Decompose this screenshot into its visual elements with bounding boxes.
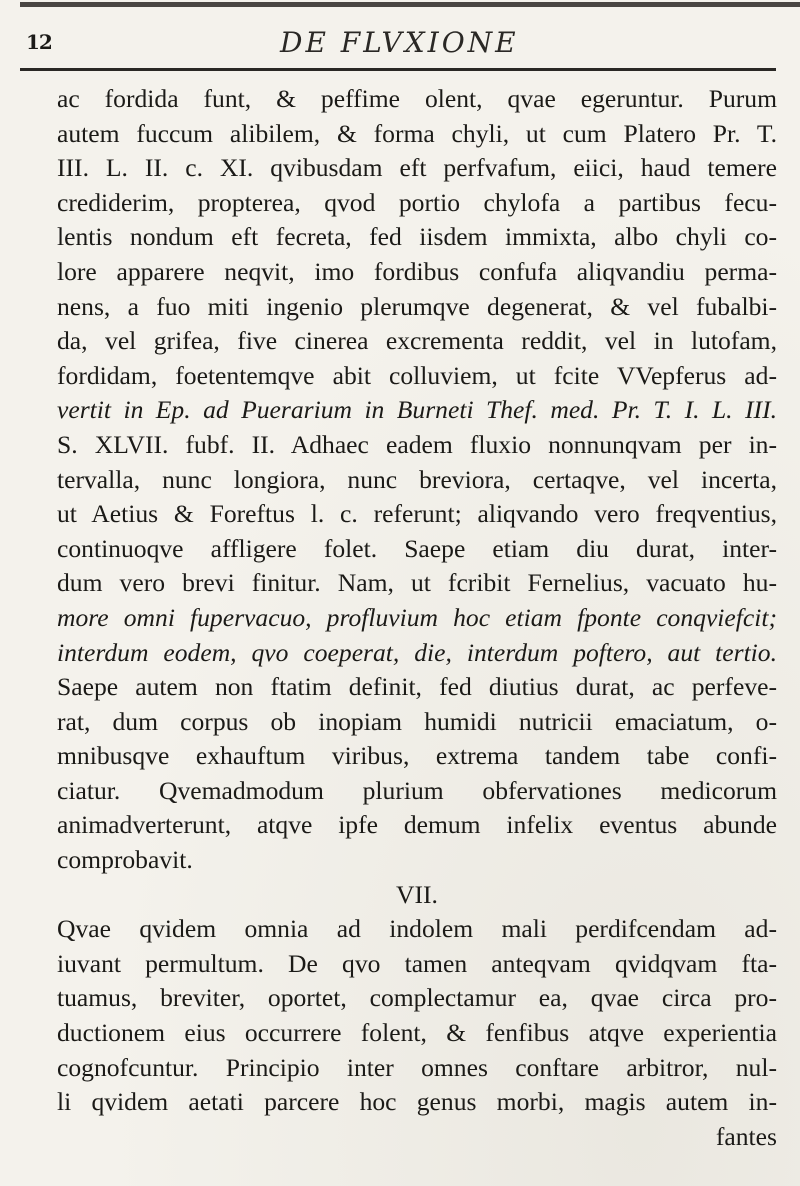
text-line: tuamus, breviter, oportet, complectamur ea, qvae circa pro- <box>57 983 777 1013</box>
text-line: III. L. II. c. XI. qvibusdam eft perfvafum, eiici, haud temere <box>57 153 777 183</box>
text-line: vertit in Ep. ad Puerarium in Burneti Thef. med. Pr. T. I. L. III. <box>57 395 777 425</box>
text-line: ciatur. Qvemadmodum plurium obfervationes medicorum <box>57 775 777 805</box>
page-number: 12 <box>26 30 52 54</box>
text-line: li qvidem aetati parcere hoc genus morbi, magis autem in- <box>57 1087 777 1117</box>
text-line: S. XLVII. fubf. II. Adhaec eadem fluxio nonnunqvam per in- <box>57 429 777 459</box>
paragraph-2 <box>57 912 777 1120</box>
text-line: ut Aetius & Foreftus l. c. referunt; aliqvando vero freqventius, <box>57 499 777 529</box>
text-line: continuoqve affligere folet. Saepe etiam diu durat, inter- <box>57 533 777 563</box>
text-line: comprobavit. <box>57 845 193 875</box>
paragraph-1 <box>57 82 777 878</box>
catchword: fantes <box>715 1121 777 1151</box>
text-line: tervalla, nunc longiora, nunc breviora, certaqve, vel incerta, <box>57 464 777 494</box>
text-line: crediderim, propterea, qvod portio chylofa a partibus fecu- <box>57 187 777 217</box>
text-line: animadverterunt, atqve ipfe demum infelix eventus abunde <box>57 810 777 840</box>
text-line: iuvant permultum. De qvo tamen anteqvam qvidqvam fta- <box>57 948 777 978</box>
text-line: dum vero brevi finitur. Nam, ut fcribit Fernelius, vacuato hu- <box>57 568 777 598</box>
text-line: ac fordida funt, & peffime olent, qvae egeruntur. Purum <box>57 84 777 113</box>
text-line: da, vel grifea, five cinerea excrementa reddit, vel in lutofam, <box>57 326 777 356</box>
running-title: DE FLVXIONE <box>280 26 519 59</box>
text-line: more omni fupervacuo, profluvium hoc etiam fponte conqviefcit; <box>57 602 777 632</box>
text-line: rat, dum corpus ob inopiam humidi nutricii emaciatum, o- <box>57 706 777 736</box>
section-heading: VII. <box>396 879 438 909</box>
header-rule <box>20 68 776 71</box>
text-line: ductionem eius occurrere folent, & fenfibus atqve experientia <box>57 1018 777 1048</box>
page-header <box>20 24 778 58</box>
text-line: Saepe autem non ftatim definit, fed diutius durat, ac perfeve- <box>57 672 777 702</box>
text-line: mnibusqve exhauftum viribus, extrema tandem tabe confi- <box>57 741 777 771</box>
body-text <box>57 82 777 1154</box>
text-line: fordidam, foetentemqve abit colluviem, ut fcite VVepferus ad- <box>57 360 777 390</box>
text-line: autem fuccum alibilem, & forma chyli, ut cum Platero Pr. T. <box>57 118 777 148</box>
text-line: cognofcuntur. Principio inter omnes conftare arbitror, nul- <box>57 1052 777 1082</box>
text-line: lore apparere neqvit, imo fordibus confufa aliqvandiu perma- <box>57 256 777 286</box>
text-line: interdum eodem, qvo coeperat, die, interdum poftero, aut tertio. <box>57 637 777 667</box>
text-line: nens, a fuo miti ingenio plerumqve degenerat, & vel fubalbi- <box>57 291 777 321</box>
top-border-rule <box>20 2 800 7</box>
text-line: Qvae qvidem omnia ad indolem mali perdifcendam ad- <box>57 914 777 944</box>
text-line: lentis nondum eft fecreta, fed iisdem immixta, albo chyli co- <box>57 222 777 252</box>
